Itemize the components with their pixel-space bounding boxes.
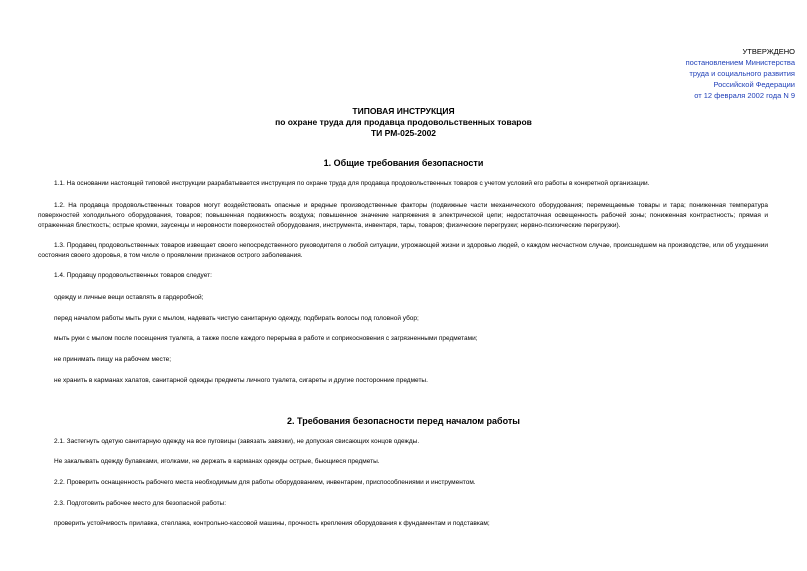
paragraph-1-4: 1.4. Продавцу продовольственных товаров следует: [54,272,212,279]
section-1-heading: 1. Общие требования безопасности [323,158,484,168]
approval-line[interactable]: от 12 февраля 2002 года N 9 [694,91,795,100]
approval-line[interactable]: постановлением Министерства [685,58,795,67]
approval-line[interactable]: Российской Федерации [713,80,795,89]
list-item: не принимать пищу на рабочем месте; [54,356,172,363]
title-line: по охране труда для продавца продовольственных товаров [275,117,532,127]
paragraph-2-1: 2.1. Застегнуть одетую санитарную одежду на все пуговицы (завязать завязки), не допуская свисающих концов одежды. [54,438,420,445]
list-item: перед началом работы мыть руки с мылом, надевать чистую санитарную одежду, подбирать волосы под головной убор; [54,315,419,322]
list-item: одежду и личные вещи оставлять в гардеробной; [54,294,204,301]
title-line: ТИ РМ-025-2002 [370,128,437,138]
title-line: ТИПОВАЯ ИНСТРУКЦИЯ [352,106,455,116]
paragraph-2-3: 2.3. Подготовить рабочее место для безопасной работы: [54,500,227,507]
paragraph-2-3a: проверить устойчивость прилавка, стеллажа, контрольно-кассовой машины, прочность крепления оборудования к фундаментам и подставкам; [54,520,490,527]
paragraph-1-3: 1.3. Продавец продовольственных товаров извещает своего непосредственного руководителя о любой ситуации, угрожающей жизни и здоровью людей, о каждом несчастном случае, происшедшем на производстве, или об ухудшении состояния своего здоровья, в том числе о проявлении признаков острого заболевания. [38,242,768,259]
paragraph-2-1b: Не закалывать одежду булавками, иголками, не держать в карманах одежды острые, бьющиеся предметы. [54,458,380,465]
document-title [0,106,807,139]
approval-label: УТВЕРЖДЕНО [742,47,795,56]
paragraph-1-2: 1.2. На продавца продовольственных товаров могут воздействовать опасные и вредные производственные факторы (подвижные части механического оборудования; перемещаемые товары и тара; пониженная температура поверхностей холодильного оборудования, товаров; повышенная подвижность воздуха; повышенное значение напряжения в электрической цепи; недостаточная освещенность рабочей зоны; пониженная контрастность; прямая и отраженная блесткость; острые кромки, заусенцы и неровности поверхностей оборудования, инструмента, инвентаря, тары, товаров; физические перегрузки; нервно-психические перегрузки). [38,202,768,229]
approval-line[interactable]: труда и социального развития [689,69,795,78]
approval-block [686,46,795,101]
list-item: не хранить в карманах халатов, санитарной одежды предметы личного туалета, сигареты и другие посторонние предметы. [54,377,428,384]
list-item: мыть руки с мылом после посещения туалета, а также после каждого перерыва в работе и соприкосновения с загрязненными предметами; [54,335,478,342]
paragraph-2-2: 2.2. Проверить оснащенность рабочего места необходимым для работы оборудованием, инвентарем, приспособлениями и инструментом. [54,479,476,486]
paragraph-1-1: 1.1. На основании настоящей типовой инструкции разрабатывается инструкция по охране труда для продавца продовольственных товаров с учетом условий его работы в конкретной организации. [54,180,650,187]
section-2-heading: 2. Требования безопасности перед началом работы [287,416,520,426]
